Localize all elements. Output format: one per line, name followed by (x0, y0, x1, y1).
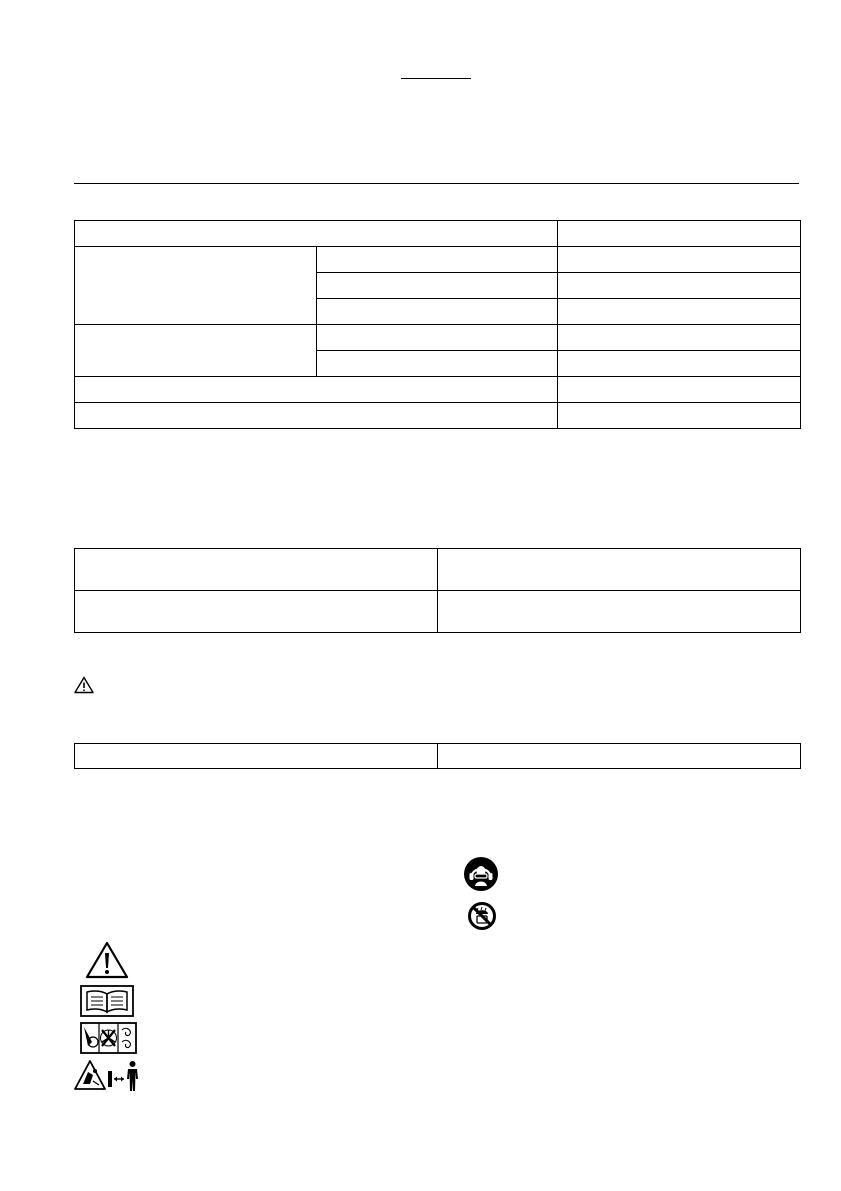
vibration-table (74, 743, 801, 769)
noise-table (74, 548, 801, 633)
table-cell (75, 591, 438, 633)
table-cell (438, 744, 801, 769)
table-cell (558, 351, 801, 377)
table-cell (558, 325, 801, 351)
table-cell (75, 247, 317, 325)
table-row (75, 325, 801, 351)
no-rain-exposure-icon (467, 901, 497, 931)
table-cell (75, 221, 558, 247)
table-cell (75, 549, 438, 591)
table-cell (558, 377, 801, 403)
table-cell (75, 744, 438, 769)
warning-triangle-icon (85, 941, 129, 979)
rotating-blade-no-hands-icon (80, 1022, 137, 1054)
table-row (75, 377, 801, 403)
page-heading (401, 58, 471, 79)
read-manual-icon (80, 985, 134, 1017)
warning-icon (74, 676, 94, 694)
table-cell (558, 299, 801, 325)
table-cell (75, 377, 558, 403)
table-cell (75, 403, 558, 429)
table-row (75, 221, 801, 247)
table-cell (438, 591, 801, 633)
table-cell (317, 299, 558, 325)
table-row (75, 591, 801, 633)
table-cell (75, 325, 317, 377)
table-cell (558, 247, 801, 273)
table-cell (317, 351, 558, 377)
table-cell (317, 273, 558, 299)
table-cell (558, 403, 801, 429)
wear-eye-ear-protection-icon (463, 856, 499, 892)
specifications-table (74, 220, 801, 429)
keep-distance-bystanders-icon (74, 1059, 142, 1093)
table-cell (558, 221, 801, 247)
table-row (75, 744, 801, 769)
table-cell (317, 247, 558, 273)
section-divider (74, 183, 799, 184)
table-cell (317, 325, 558, 351)
table-cell (558, 273, 801, 299)
table-row (75, 549, 801, 591)
table-cell (438, 549, 801, 591)
table-row (75, 247, 801, 273)
table-row (75, 403, 801, 429)
